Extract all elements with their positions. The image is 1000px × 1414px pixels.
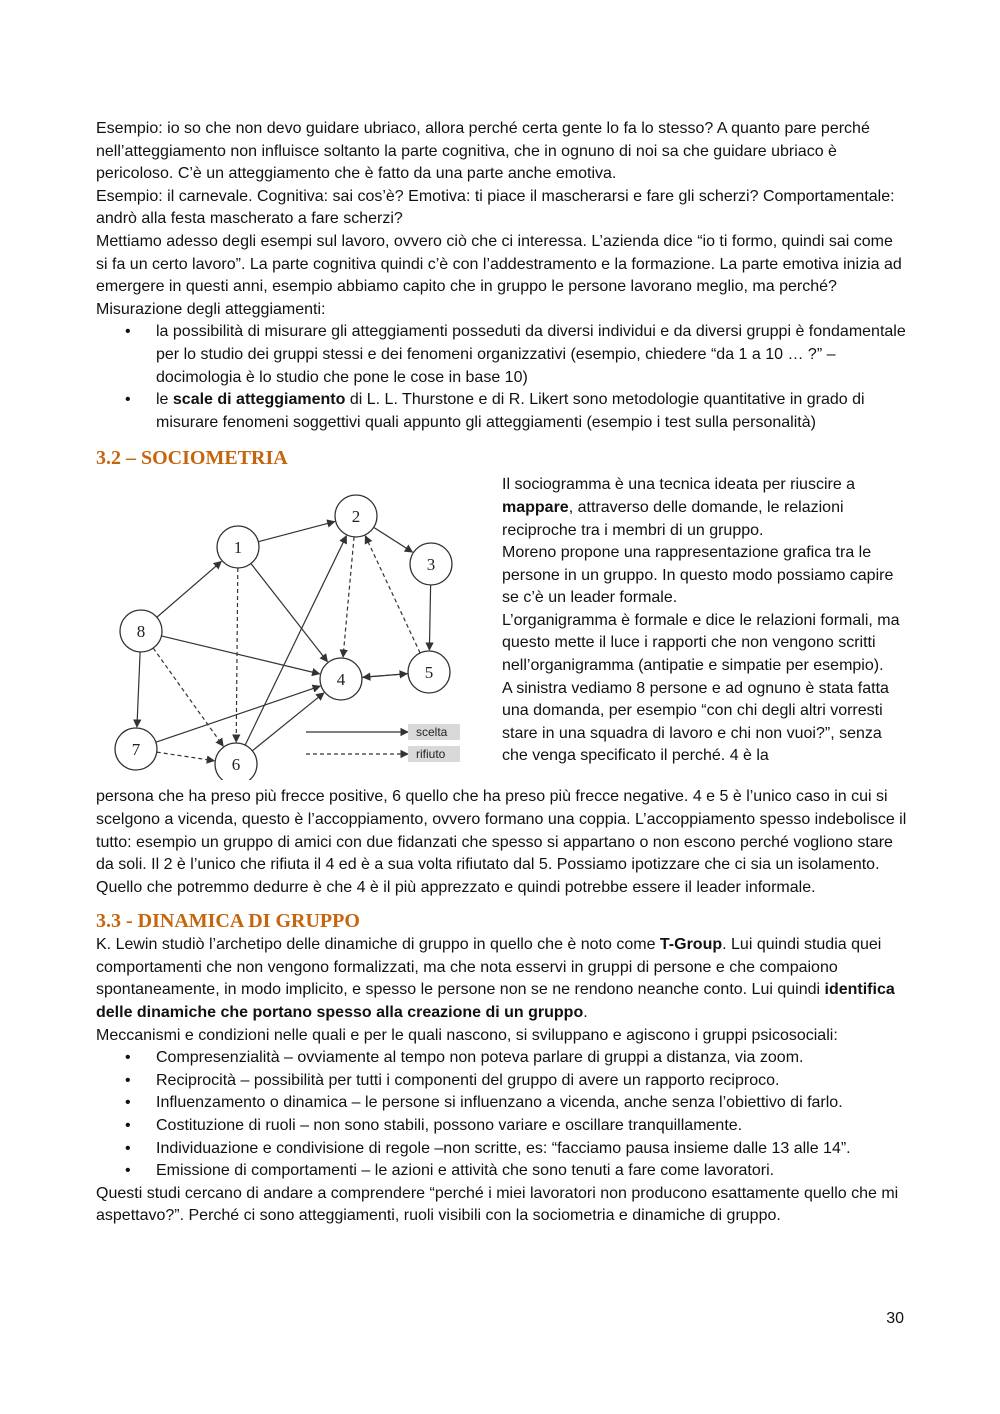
sociogram-edge-8-7 <box>137 652 140 727</box>
measurement-list <box>96 321 908 434</box>
sociogram-node-label-6: 6 <box>231 755 241 775</box>
sociometria-continuation: persona che ha preso più frecce positive, 6 quello che ha preso più frecce negative. 4 e 5 è l’unico caso in cui si scelgono a vicenda, questo è l’accoppiamento, ovvero formano una coppia. L’accoppiamento spesso indebolisce il tutto: esempio un gruppo di amici con due fidanzati che spesso si appartano o non escono perché vogliono stare da soli. Il 2 è l’unico che rifiuta il 4 ed è a sua volta rifiutato dal 5. Possiamo ipotizzare che ci sia un isolamento. Quello che potremmo dedurre è che 4 è il più apprezzato e quindi potrebbe essere il leader informale. <box>96 788 907 896</box>
sociogram-diagram <box>56 474 476 780</box>
sociogram-node-label-4: 4 <box>336 670 346 690</box>
sociometria-block <box>96 472 908 786</box>
side-paragraph-3: L’organigramma è formale e dice le relazioni formali, ma questo mette il luce i rapporti che non vengono scritti nell’organigramma (antipatie e simpatie per esempio). <box>502 611 900 675</box>
intro-paragraph-1: Esempio: io so che non devo guidare ubriaco, allora perché certa gente lo fa lo stesso? A quanto pare perché nell’atteggiamento non influisce soltanto la parte cognitiva, che in ognuno di noi sa che guidare ubriaco è pericoloso. C’è un atteggiamento che è fatto da una parte anche emotiva. <box>96 120 870 183</box>
side-paragraph-2: Moreno propone una rappresentazione grafica tra le persone in un gruppo. In questo modo possiamo capire se c’è un leader formale. <box>502 544 894 607</box>
sociogram-edge-1-2 <box>258 522 334 542</box>
list-item: • Costituzione di ruoli – non sono stabili, possono variare e oscillare tranquillamente. <box>156 1115 908 1138</box>
sociogram-edges <box>137 522 431 761</box>
sociogram-edge-6-2 <box>245 536 346 745</box>
sociogram-node-label-1: 1 <box>233 538 243 558</box>
page-number: 30 <box>886 1310 904 1327</box>
sociogram-edge-4-5 <box>362 674 407 678</box>
sociogram-node-label-5: 5 <box>424 663 434 683</box>
sociogram-edge-1-6 <box>236 568 238 742</box>
intro-paragraph-4: Misurazione degli atteggiamenti: <box>96 300 326 318</box>
side-paragraph-4: A sinistra vediamo 8 persone e ad ognuno è stata fatta una domanda, per esempio “con chi degli altri vorresti stare in una squadra di lavoro e chi non vuoi?”, senza che venga specificato il perché. 4 è la <box>502 679 889 765</box>
sociogram-edge-6-4 <box>252 693 324 751</box>
dinamica-paragraph-2: Meccanismi e condizioni nelle quali e per le quali nascono, si sviluppano e agiscono i gruppi psicosociali: <box>96 1026 838 1044</box>
list-item: • Influenzamento o dinamica – le persone si influenzano a vicenda, anche senza l’obiettivo di farlo. <box>156 1092 908 1115</box>
list-item: • Reciprocità – possibilità per tutti i componenti del gruppo di avere un rapporto reciproco. <box>156 1070 908 1093</box>
mechanisms-list <box>96 1047 908 1183</box>
sociogram-node-label-2: 2 <box>351 507 361 527</box>
legend-choice-label: scelta <box>416 725 448 740</box>
sociometria-side-text <box>502 474 908 768</box>
sociogram-legend <box>306 724 460 762</box>
list-item: • Emissione di comportamenti – le azioni e attività che sono tenuti a fare come lavoratori. <box>156 1160 908 1183</box>
list-item: • le scale di atteggiamento di L. L. Thurstone e di R. Likert sono metodologie quantitative in grado di misurare fenomeni soggettivi quali appunto gli atteggiamenti (esempio i test sulla personalità) <box>156 389 908 434</box>
sociogram-edge-7-6 <box>157 752 214 761</box>
intro-paragraph-3: Mettiamo adesso degli esempi sul lavoro, ovvero ciò che ci interessa. L’azienda dice “io ti formo, quindi sai come si fa un certo lavoro”. La parte cognitiva quindi c’è con l’addestramento e la formazione. La parte emotiva inizia ad emergere in questi anni, esempio abbiamo capito che in gruppo le persone lavorano meglio, ma perché? <box>96 232 902 296</box>
sociogram-edge-2-3 <box>374 528 413 553</box>
sociogram-edge-8-1 <box>157 562 221 618</box>
dinamica-paragraph-3: Questi studi cercano di andare a comprendere “perché i miei lavoratori non producono esattamente quello che mi aspettavo?”. Perché ci sono atteggiamenti, ruoli visibili con la sociometria e dinamiche di gruppo. <box>96 1184 899 1225</box>
sociogram-node-label-7: 7 <box>131 740 141 760</box>
sociogram-node-label-3: 3 <box>426 555 436 575</box>
side-paragraph-1: Il sociogramma è una tecnica ideata per riuscire a mappare, attraverso delle domande, le relazioni reciproche tra i membri di un gruppo. <box>502 476 856 539</box>
list-item: • Compresenzialità – ovviamente al tempo non poteva parlare di gruppi a distanza, via zoom. <box>156 1047 908 1070</box>
list-item: • Individuazione e condivisione di regole –non scritte, es: “facciamo pausa insieme dalle 13 alle 14”. <box>156 1138 908 1161</box>
sociogram-node-label-8: 8 <box>136 622 146 642</box>
document-page <box>96 118 908 1228</box>
sociogram-edge-7-4 <box>156 686 320 742</box>
intro-paragraph-2: Esempio: il carnevale. Cognitiva: sai cos’è? Emotiva: ti piace il mascherarsi e fare gli scherzi? Comportamentale: andrò alla festa mascherato a fare scherzi? <box>96 187 895 228</box>
legend-reject-label: rifiuto <box>416 747 446 762</box>
section-title-sociometria: 3.2 – SOCIOMETRIA <box>96 447 288 470</box>
section-title-dinamica: 3.3 - DINAMICA DI GRUPPO <box>96 910 360 933</box>
list-item: • la possibilità di misurare gli atteggiamenti posseduti da diversi individui e da diversi gruppi è fondamentale per lo studio dei gruppi stessi e dei fenomeni organizzativi (esempio, chiedere “da 1 a 10 … ?” – docimologia è lo studio che pone le cose in base 10) <box>156 321 908 389</box>
dinamica-paragraph-1: K. Lewin studiò l’archetipo delle dinamiche di gruppo in quello che è noto come T-Group. Lui quindi studia quei comportamenti che non vengono formalizzati, ma che nota esservi in gruppi di persone e che compaiono spontaneamente, in modo implicito, e spesso le persone non se ne rendono neanche conto. Lui quindi identifica delle dinamiche che portano spesso alla creazione di un gruppo. <box>96 936 895 1022</box>
sociogram-edge-2-4 <box>343 537 354 657</box>
sociogram-edge-3-5 <box>429 585 430 650</box>
sociogram-edge-1-4 <box>251 564 328 662</box>
sociogram-edge-5-2 <box>365 536 420 653</box>
